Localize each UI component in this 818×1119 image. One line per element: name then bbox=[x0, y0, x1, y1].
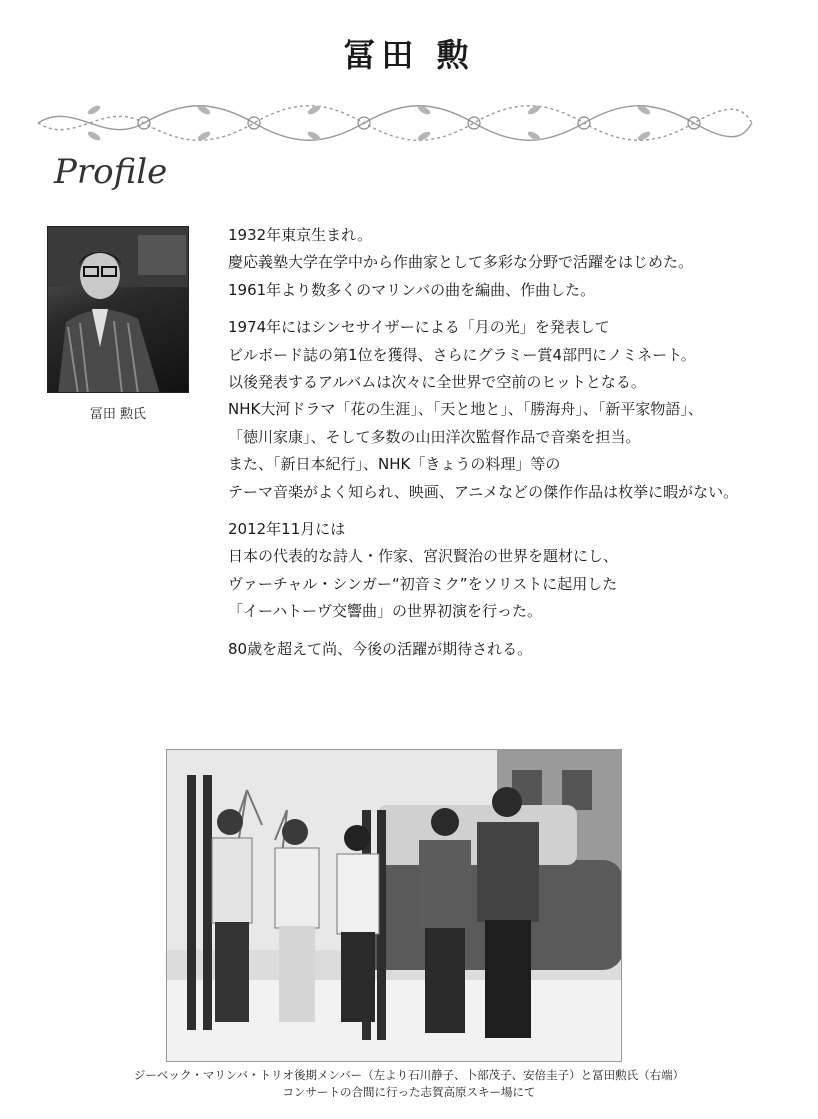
portrait-photo bbox=[47, 226, 189, 393]
bio-line: また、「新日本紀行」、NHK「きょうの料理」等の bbox=[228, 455, 561, 474]
bio-line: 以後発表するアルバムは次々に全世界で空前のヒットとなる。 bbox=[228, 373, 646, 392]
bio-line: 「イーハトーヴ交響曲」の世界初演を行った。 bbox=[228, 602, 542, 621]
bio-line: 「徳川家康」、そして多数の山田洋次監督作品で音楽を担当。 bbox=[228, 427, 641, 446]
bio-paragraph-2 bbox=[228, 314, 788, 506]
bio-paragraph-3 bbox=[228, 516, 788, 626]
bio-line: 1932年東京生まれ。 bbox=[228, 226, 373, 244]
bio-line: 慶応義塾大学在学中から作曲家として多彩な分野で活躍をはじめた。 bbox=[228, 253, 694, 272]
floral-divider-ornament bbox=[34, 96, 756, 150]
profile-heading: Profile bbox=[54, 152, 168, 192]
bio-line: ヴァーチャル・シンガー“初音ミク”をソリストに起用した bbox=[228, 574, 618, 593]
bio-paragraph-1 bbox=[228, 222, 788, 304]
portrait-caption: 冨田 勲氏 bbox=[89, 407, 147, 422]
group-ski-photo bbox=[166, 749, 622, 1062]
bio-line: 日本の代表的な詩人・作家、宮沢賢治の世界を題材にし、 bbox=[228, 547, 619, 566]
bio-line: NHK大河ドラマ「花の生涯」、「天と地と」、「勝海舟」、「新平家物語」、 bbox=[228, 400, 703, 419]
bio-line: ビルボード誌の第1位を獲得、さらにグラミー賞4部門にノミネート。 bbox=[228, 345, 696, 364]
bio-line: テーマ音楽がよく知られ、映画、アニメなどの傑作作品は枚挙に暇がない。 bbox=[228, 482, 739, 501]
group-photo-caption bbox=[0, 1067, 818, 1101]
bio-line: 1974年にはシンセサイザーによる「月の光」を発表して bbox=[228, 318, 610, 337]
bio-line: 2012年11月には bbox=[228, 520, 346, 539]
bio-line: 80歳を超えて尚、今後の活躍が期待される。 bbox=[228, 639, 533, 658]
page-title: 冨田 勲 bbox=[343, 36, 475, 74]
bio-line: 1961年より数多くのマリンバの曲を編曲、作曲した。 bbox=[228, 280, 596, 299]
photo-caption-line-2: コンサートの合間に行った志賀高原スキー場にて bbox=[282, 1085, 536, 1099]
biography-text bbox=[228, 222, 788, 673]
bio-paragraph-4 bbox=[228, 636, 788, 663]
photo-caption-line-1: ジーベック・マリンバ・トリオ後期メンバー（左より石川静子、卜部茂子、安倍圭子）と冨田勲氏（右端） bbox=[133, 1068, 685, 1082]
